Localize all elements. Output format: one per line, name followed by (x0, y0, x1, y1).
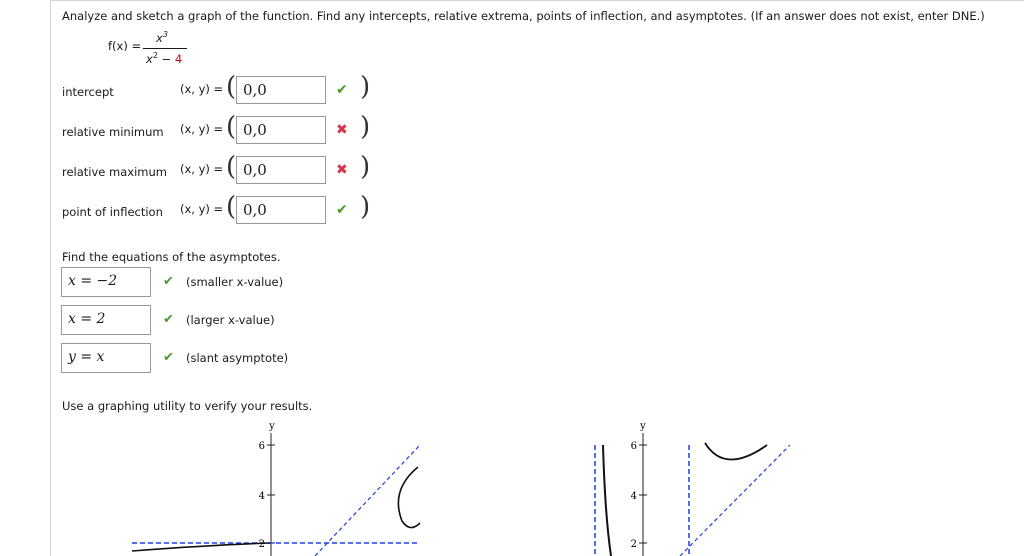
answer-input-0[interactable]: 0,0 (236, 76, 326, 104)
open-paren-1: ( (226, 112, 237, 142)
graph2-tick-label-4: 4 (630, 491, 637, 502)
row-xy-2: (x, y) = (180, 162, 224, 176)
cross-icon: ✖ (336, 122, 348, 138)
asymptote-prompt: Find the equations of the asymptotes. (62, 250, 281, 264)
numerator-base: x (156, 31, 163, 45)
row-label-2: relative maximum (62, 165, 167, 179)
function-denominator (146, 51, 182, 66)
curve-left-branch (603, 445, 611, 556)
slant-asymptote (315, 445, 420, 556)
asymptote-note-1: (larger x-value) (186, 313, 275, 327)
row-label-3: point of inflection (62, 205, 163, 219)
graph-option-1[interactable] (120, 415, 440, 556)
denominator-base: x (146, 52, 153, 66)
answer-input-2[interactable]: 0,0 (236, 156, 326, 184)
row-label-1: relative minimum (62, 125, 164, 139)
asymptote-input-1[interactable]: x = 2 (61, 305, 151, 335)
fraction-bar (143, 48, 187, 49)
row-label-0: intercept (62, 85, 114, 99)
graph2-tick-label-2: 2 (630, 539, 637, 550)
row-xy-0: (x, y) = (180, 82, 224, 96)
graph1-tick-label-4: 4 (258, 491, 265, 502)
denominator-exponent: 2 (152, 51, 158, 60)
curve-right (398, 467, 420, 528)
open-paren-2: ( (226, 152, 237, 182)
answer-input-3[interactable]: 0,0 (236, 196, 326, 224)
curve-left (132, 543, 270, 551)
asymptote-note-2: (slant asymptote) (186, 351, 289, 365)
check-icon: ✔ (163, 274, 174, 289)
question-instruction: Analyze and sketch a graph of the function. Find any intercepts, relative extrema, points of inflection, and asymptotes. (If an answer does not exist, enter DNE.) (62, 9, 985, 23)
row-xy-1: (x, y) = (180, 122, 224, 136)
denominator-constant: 4 (174, 52, 183, 66)
close-paren-3: ) (360, 192, 371, 222)
row-xy-3: (x, y) = (180, 202, 224, 216)
function-lhs: f(x) = (108, 39, 142, 53)
denominator-operator: − (157, 52, 175, 66)
asymptote-note-0: (smaller x-value) (186, 275, 284, 289)
graph-option-2[interactable] (585, 415, 795, 556)
check-icon: ✔ (163, 350, 174, 365)
asymptote-input-2[interactable]: y = x (61, 343, 151, 373)
graph2-axis-label: y (640, 421, 646, 432)
function-numerator (156, 30, 168, 45)
check-icon: ✔ (336, 82, 348, 98)
open-paren-0: ( (226, 72, 237, 102)
numerator-exponent: 3 (162, 30, 168, 39)
graph1-tick-label-6: 6 (258, 441, 265, 452)
check-icon: ✔ (336, 202, 348, 218)
open-paren-3: ( (226, 192, 237, 222)
slant-asymptote (680, 445, 790, 556)
graph2-tick-label-6: 6 (630, 441, 637, 452)
graph1-axis-label: y (269, 421, 275, 432)
cross-icon: ✖ (336, 162, 348, 178)
curve-right-branch (705, 443, 767, 460)
close-paren-0: ) (360, 72, 371, 102)
asymptote-input-0[interactable]: x = −2 (61, 267, 151, 297)
verify-text: Use a graphing utility to verify your results. (62, 399, 313, 413)
close-paren-1: ) (360, 112, 371, 142)
close-paren-2: ) (360, 152, 371, 182)
graph1-tick-label-2: 2 (258, 539, 265, 550)
check-icon: ✔ (163, 312, 174, 327)
answer-input-1[interactable]: 0,0 (236, 116, 326, 144)
